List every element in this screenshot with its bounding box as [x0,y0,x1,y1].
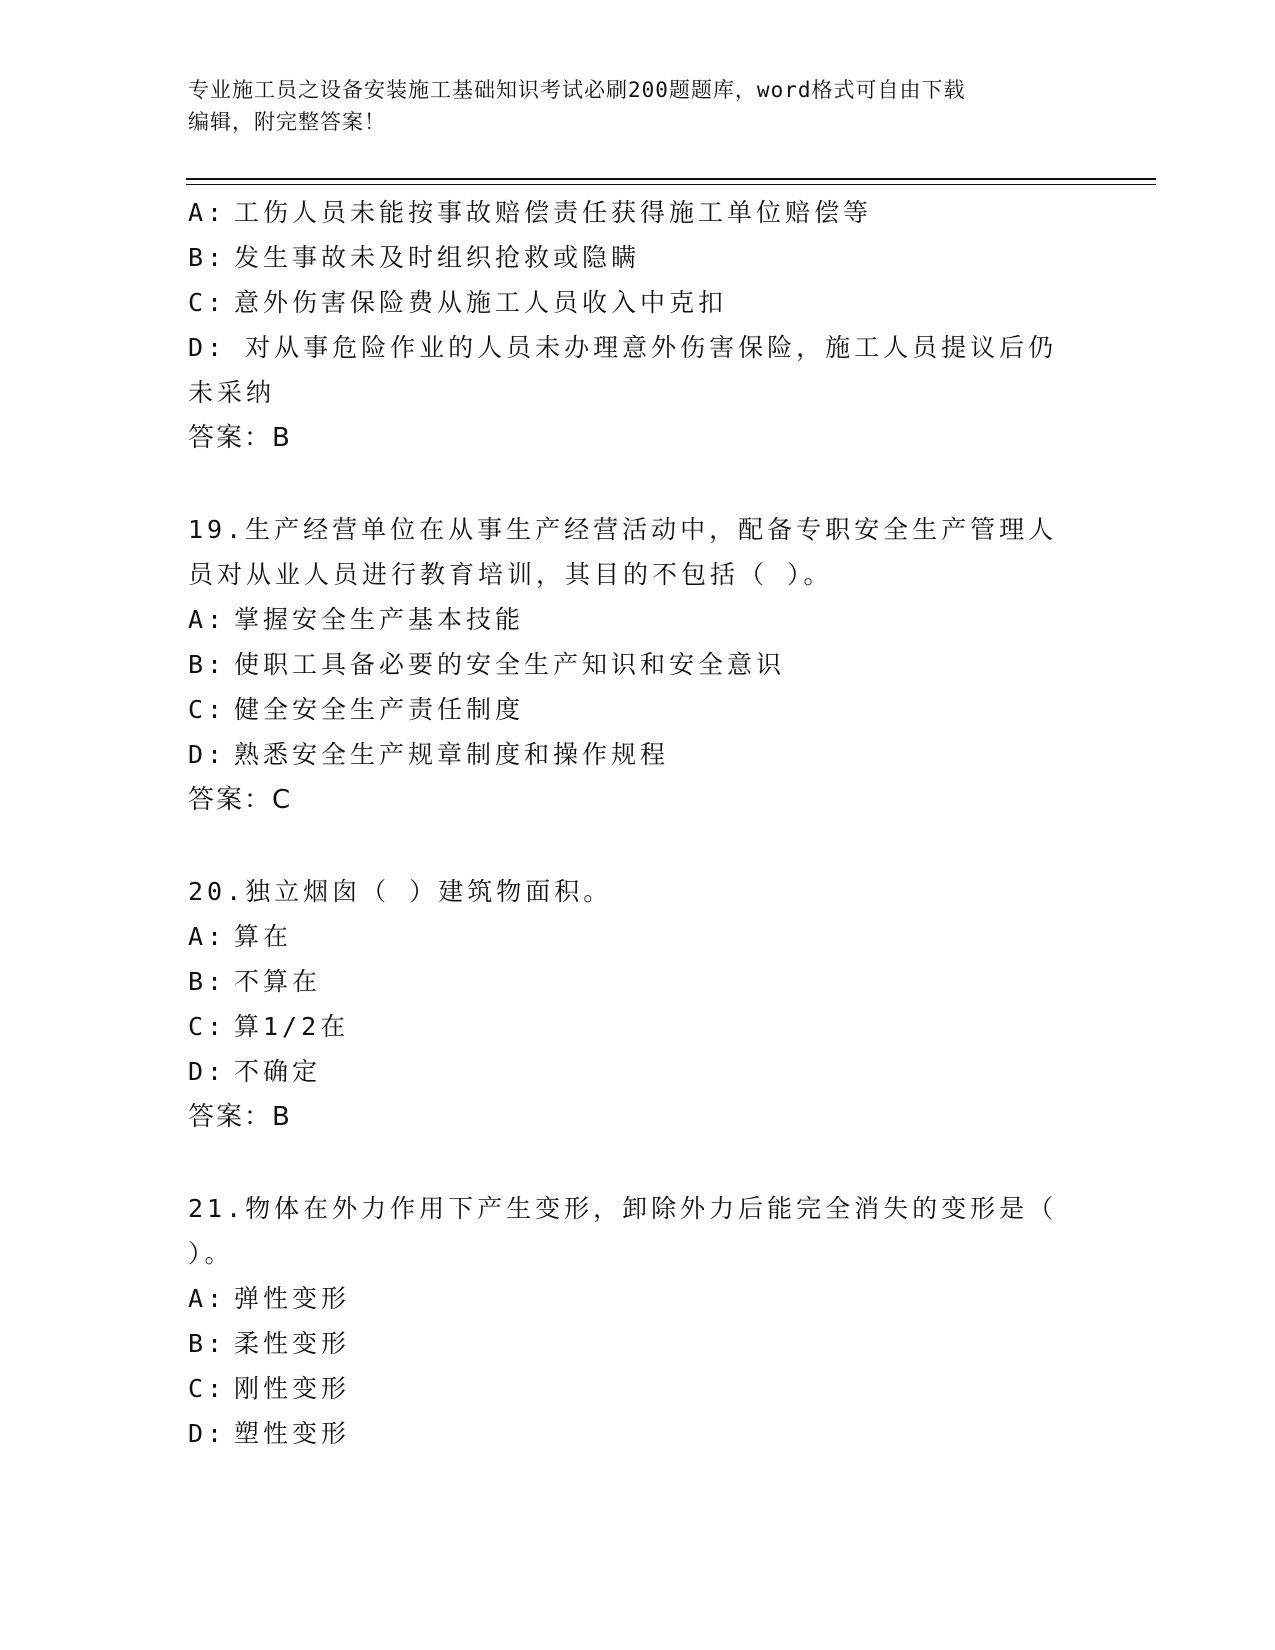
option-key: C: [188,695,227,724]
option-text: 不确定 [234,1057,322,1086]
spacer [188,823,1068,869]
option-text: 对从事危险作业的人员未办理意外伤害保险，施工人员提议后仍未采纳 [188,333,1058,407]
question-20 [188,869,1068,1140]
answer-line: 答案：C [188,785,293,815]
option-b [188,235,1068,280]
question-stem: 19.生产经营单位在从事生产经营活动中，配备专职安全生产管理人员对从业人员进行教育培训，其目的不包括（ ）。 [188,515,1058,589]
option-text: 弹性变形 [234,1284,351,1313]
option-d [188,1411,1068,1456]
option-a [188,597,1068,642]
option-text: 使职工具备必要的安全生产知识和安全意识 [234,650,786,679]
option-key: A: [188,1284,227,1313]
option-d [188,325,1068,415]
option-d [188,732,1068,777]
option-c [188,1004,1068,1049]
option-d [188,1049,1068,1094]
document-header [188,74,1088,138]
answer-line: 答案：B [188,1102,292,1132]
header-line-2: 编辑，附完整答案！ [188,110,386,134]
option-key: C: [188,1012,227,1041]
option-key: C: [188,288,227,317]
option-b [188,642,1068,687]
option-text: 柔性变形 [234,1329,351,1358]
header-line-1: 专业施工员之设备安装施工基础知识考试必刷200题题库，word格式可自由下载 [188,78,966,102]
option-text: 掌握安全生产基本技能 [234,605,525,634]
option-key: A: [188,922,227,951]
question-stem: 20.独立烟囱（ ）建筑物面积。 [188,877,613,906]
option-text: 算在 [234,922,293,951]
answer-line: 答案：B [188,423,292,453]
option-text: 健全安全生产责任制度 [234,695,525,724]
option-key: D: [188,333,227,362]
option-text: 刚性变形 [234,1374,351,1403]
option-c [188,687,1068,732]
option-b [188,959,1068,1004]
question-list [188,190,1077,1456]
option-c [188,280,1068,325]
option-key: D: [188,1057,227,1086]
option-b [188,1321,1068,1366]
header-rule-thin [186,184,1156,185]
question-18 [188,190,1068,461]
option-key: D: [188,1419,227,1448]
option-key: B: [188,1329,227,1358]
option-key: B: [188,650,227,679]
question-19 [188,507,1068,823]
option-a [188,914,1068,959]
option-text: 工伤人员未能按事故赔偿责任获得施工单位赔偿等 [234,198,873,227]
question-21 [188,1186,1077,1456]
option-key: A: [188,198,227,227]
option-key: C: [188,1374,227,1403]
option-text: 意外伤害保险费从施工人员收入中克扣 [234,288,728,317]
option-text: 算1/2在 [234,1012,350,1041]
option-key: B: [188,243,227,272]
option-c [188,1366,1068,1411]
header-rule-thick [186,178,1156,180]
option-key: D: [188,740,227,769]
option-key: A: [188,605,227,634]
question-stem: 21.物体在外力作用下产生变形，卸除外力后能完全消失的变形是（ ）。 [188,1194,1077,1268]
option-key: B: [188,967,227,996]
option-a [188,1276,1068,1321]
option-text: 不算在 [234,967,322,996]
option-a [188,190,1068,235]
option-text: 塑性变形 [234,1419,351,1448]
option-text: 发生事故未及时组织抢救或隐瞒 [234,243,641,272]
option-text: 熟悉安全生产规章制度和操作规程 [234,740,670,769]
spacer [188,1140,1068,1186]
spacer [188,461,1068,507]
